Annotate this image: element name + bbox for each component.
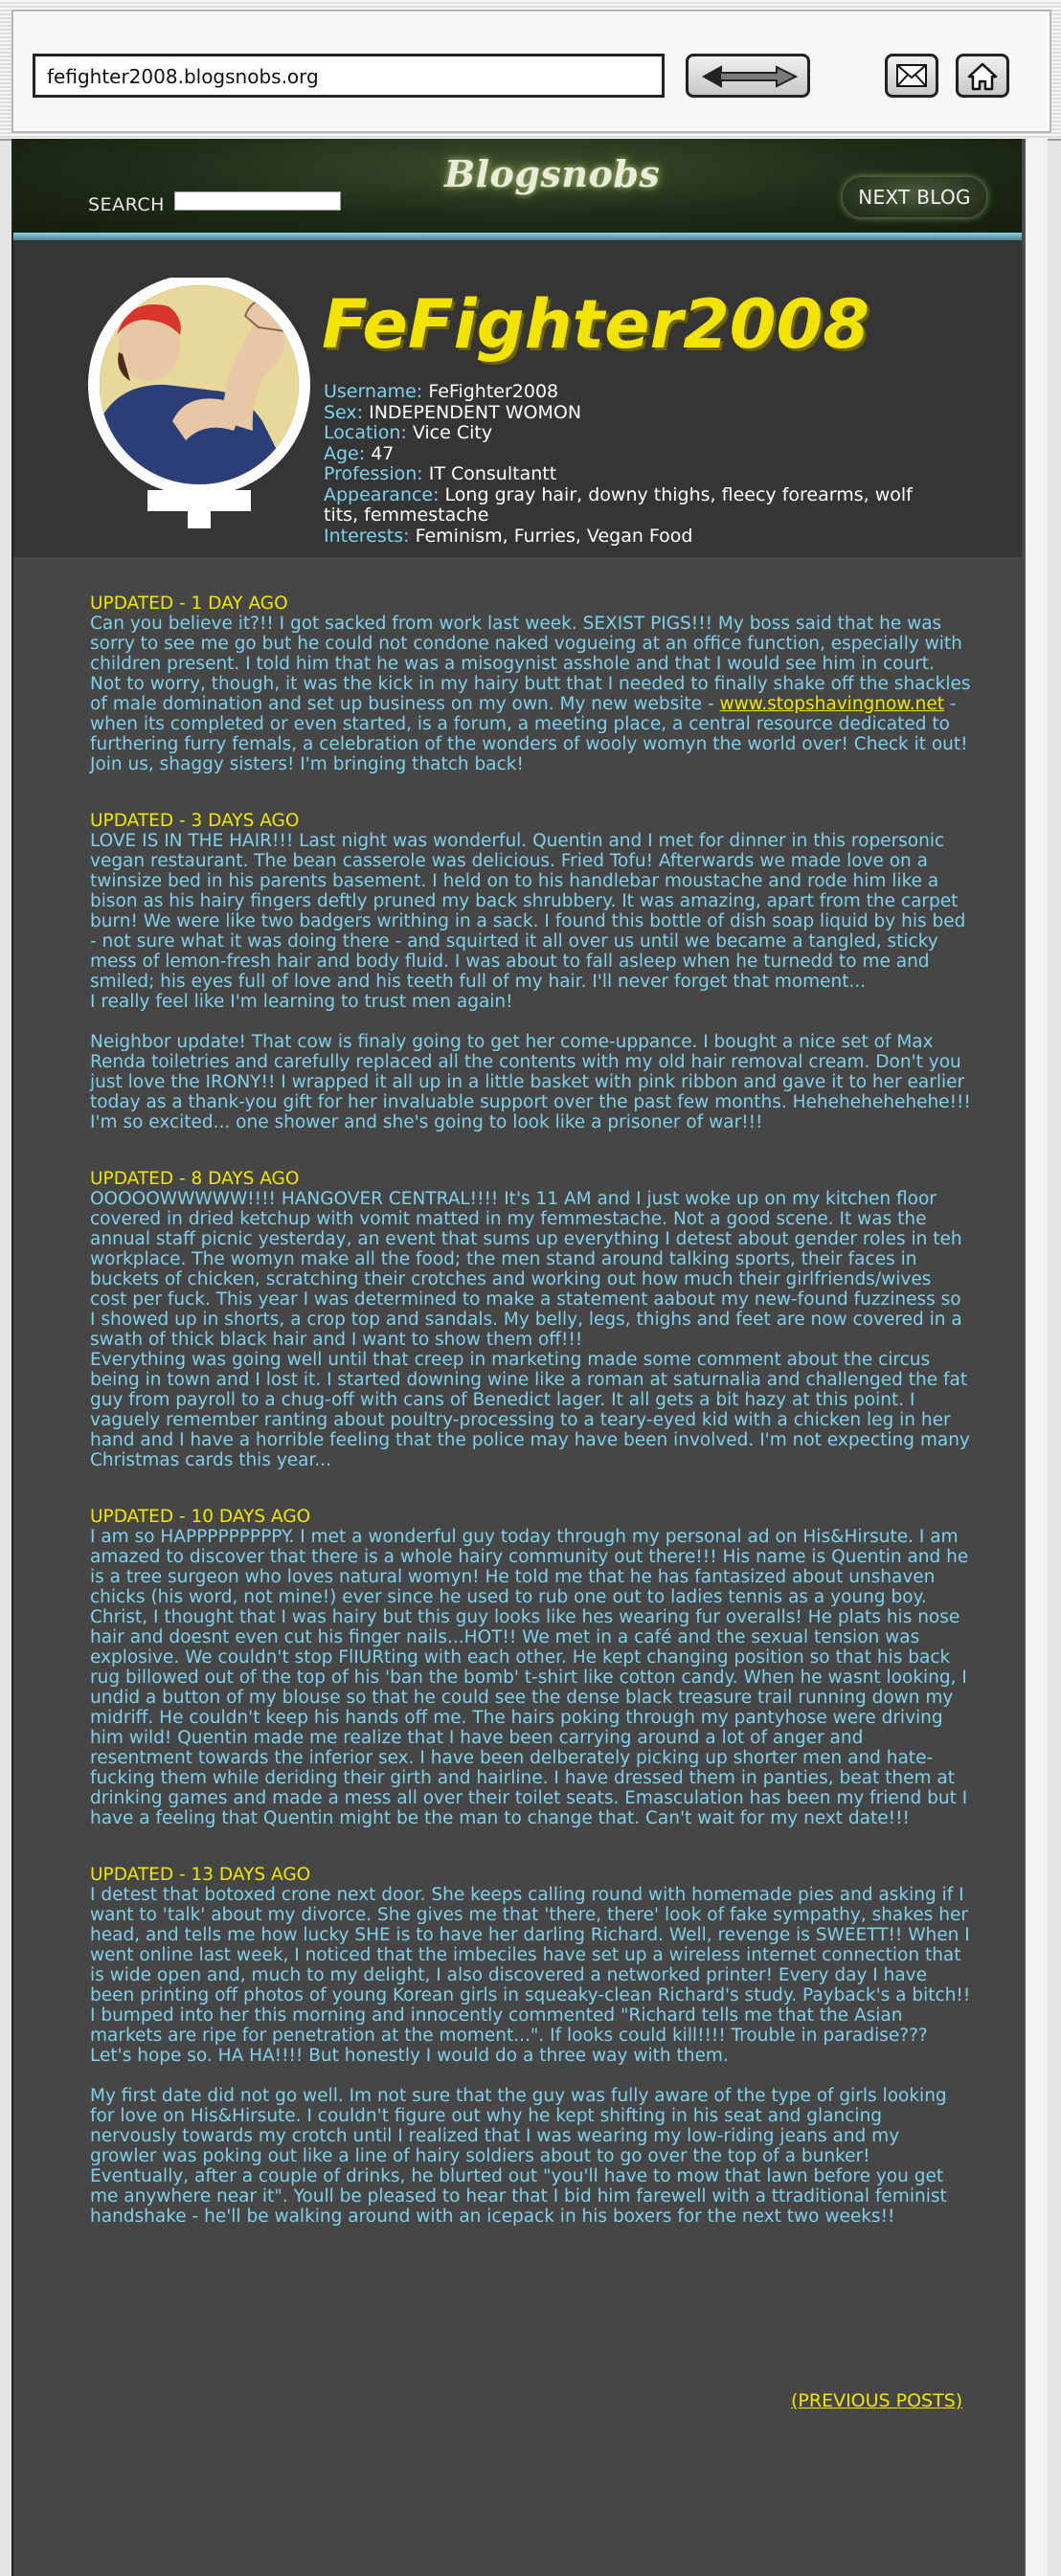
post-body: OOOOOWWWWW!!!! HANGOVER CENTRAL!!!! It's 11 AM and I just woke up on my kitchen floor covered in dried ketchup with vomit matted in my femmestache. Not a good scene. It was the annual staff picnic yesterday, an event that sums up everything I detest about gender roles in teh workplace. The womyn make all the food; the men stand around talking sports, their faces in buckets of chicken, scratching their crotches and working out how much their girlfriends/wives cost per fuck. This year I was determined to make a statement aabout my new-found fuzziness so I showed up in shorts, a crop top and sandals. My belly, legs, thighs and feet are now covered in a swath of thick black hair and I want to show them off!!! Everything was going well until that creep in marketing made some comment about the circus being in town and I lost it. I started downing wine like a roman at saturnalia and challenged the fat guy from payroll to a chug-off with cans of Benedict lager. It all gets a bit hazy at this point. I vaguely remember ranting about poultry-processing to a teary-eyed kid with a chicken leg in her hand and I have a horrible feeling that the police may have been involved. I'm not expecting many Christmas cards this year...: [90, 1189, 970, 1470]
back-forward-button[interactable]: [686, 54, 810, 98]
post-date: UPDATED - 3 DAYS AGO: [90, 811, 300, 831]
post-body: Can you believe it?!! I got sacked from work last week. SEXIST PIGS!!! My boss said that he was sorry to see me go but he could not condone naked vogueing at an office function, especially with children present. I told him that he was a misogynist asshole and that I would see him in court. Not to worry, though, it was the kick in my hairy butt that I needed to finally shake off the shackles of male domination and set up business on my own. My new website - www.stopshavingnow.net - when its completed or even started, is a forum, a meeting place, a central resource dedicated to furthering furry femals, a celebration of the wonders of wooly womyn the world over! Check it out! Join us, shaggy sisters! I'm bringing thatch back!: [90, 614, 971, 774]
post-body: My first date did not go well. Im not sure that the guy was fully aware of the type of girls looking for love on His&Hirsute. I couldn't figure out why he kept shifting in his seat and glancing nervously towards my crotch until I realized that I was wearing my low-riding jeans and my growler was poking out like a line of hairy soldiers about to go over the top of a bunker! Eventually, after a couple of drinks, he blurted out "you'll have to mow that lawn before you get me anywhere near it". Youll be pleased to hear that I bid him farewell with a ttraditional feminist handshake - he'll be walking around with an icepack in his boxers for the next two weeks!!: [90, 2086, 947, 2227]
post: [90, 594, 971, 774]
address-bar[interactable]: fefighter2008.blogsnobs.org: [33, 54, 665, 98]
profile-sex: Sex: INDEPENDENT WOMON: [324, 401, 582, 423]
post-body: Neighbor update! That cow is finaly going to get her come-uppance. I bought a nice set of Max Renda toiletries and carefully replaced all the contents with my old hair removal cream. Don't you just love the IRONY!! I wrapped it all up in a little basket with pink ribbon and gave it to her earlier today as a thank-you gift for her invaluable support over the past few months. Hehehehehehehe!!! I'm so excited... one shower and she's going to look like a prisoner of war!!!: [90, 1032, 971, 1132]
mail-button[interactable]: [885, 54, 938, 98]
profile-location: Location: Vice City: [324, 422, 493, 443]
profile-appearance: Appearance: Long gray hair, downy thighs, fleecy forearms, wolf tits, femmestache: [324, 483, 913, 526]
blog-title: FeFighter2008: [322, 285, 869, 364]
mail-icon: [896, 62, 927, 89]
search-label: SEARCH: [88, 194, 165, 215]
post-body: I detest that botoxed crone next door. She keeps calling round with homemade pies and asking if I want to 'talk' about my divorce. She gives me that 'there, there' look of fake sympathy, shakes her head, and tells me how lucky SHE is to have her darling Richard. Well, revenge is SWEETT!! When I went online last week, I noticed that the imbeciles have set up a wireless internet connection that is wide open and, much to my delight, I also discovered a networked printer! Every day I have been printing off photos of young Korean girls in squeaky-clean Richard's study. Payback's a bitch!! I bumped into her this morning and innocently commented "Richard tells me that the Asian markets are ripe for penetration at the moment...". If looks could kill!!!! Trouble in paradise??? Let's hope so. HA HA!!!! But honestly I would do a three way with them.: [90, 1885, 971, 2066]
back-forward-icon: [700, 64, 800, 89]
post-list: [90, 594, 971, 2263]
post-date: UPDATED - 8 DAYS AGO: [90, 1169, 300, 1189]
post: [90, 1865, 971, 2227]
post: [90, 811, 971, 1132]
navbar-divider: [13, 233, 1022, 240]
blog-navbar: [13, 139, 1022, 233]
profile-interests: Interests: Feminism, Furries, Vegan Food: [324, 525, 693, 547]
post-date: UPDATED - 1 DAY AGO: [90, 594, 288, 614]
home-button[interactable]: [956, 54, 1009, 98]
browser-chrome: [0, 0, 1061, 141]
post-body: I am so HAPPPPPPPPPY. I met a wonderful guy today through my personal ad on His&Hirsute. I am amazed to discover that there is a whole hairy community out there!!! His name is Quentin and he is a tree surgeon who loves natural womyn! He told me that he has fantasized about unshaven chicks (his word, not mine!) ever since he used to rub one out to ladies tennis as a young boy. Christ, I thought that I was hairy but this guy looks like hes wearing fur overalls! He plats his nose hair and doesnt even cut his finger nails...HOT!! We met in a café and the sexual tension was explosive. We couldn't stop FlIURting with each other. He kept changing position so that his back rug billowed out of the top of his 'ban the bomb' t-shirt like cotton candy. When he wasnt looking, I undid a button of my blouse so that he could see the dense black treasure trail running down my midriff. He couldn't keep his hands off me. The hairs poking through my pantyhose were driving him wild! Quentin made me realize that I have been carrying around a lot of anger and resentment towards the inferior sex. I have been delberately picking up shorter men and hate-fucking them while deriding their girth and hairline. I have dressed them in panties, beat them at drinking games and made a mess all over their toilet seats. Emasculation has been my friend but I have a feeling that Quentin might be the man to change that. Can't wait for my next date!!!: [90, 1527, 969, 1828]
brand-text: Blogsnobs: [444, 152, 661, 195]
post: [90, 1507, 971, 1828]
next-blog-button[interactable]: NEXT BLOG: [843, 177, 986, 217]
post-body: LOVE IS IN THE HAIR!!! Last night was wonderful. Quentin and I met for dinner in this ropersonic vegan restaurant. The bean casserole was delicious. Fried Tofu! Afterwards we made love on a twinsize bed in his parents basement. I held on to his handlebar moustache and rode him like a bison as his hairy fingers deftly pruned my back shrubbery. It was amazing, apart from the carpet burn! We were like two badgers writhing in a sack. I found this bottle of dish soap liquid by his bed - not sure what it was doing there - and squirted it all over us until we became a tangled, sticky mess of lemon-fresh hair and body fluid. I was about to fall asleep when he turnedd to me and smiled; his eyes full of love and his teeth full of my hair. I'll never forget that moment... I really feel like I'm learning to trust men again!: [90, 831, 966, 1012]
post: [90, 1169, 971, 1470]
brand-logo[interactable]: [444, 152, 661, 219]
previous-posts-link[interactable]: (PREVIOUS POSTS): [791, 2390, 963, 2411]
post-date: UPDATED - 13 DAYS AGO: [90, 1865, 311, 1885]
scrollbar-track[interactable]: [1024, 139, 1048, 2576]
website-link[interactable]: www.stopshavingnow.net: [719, 694, 945, 714]
profile-fields: [324, 382, 937, 547]
post-date: UPDATED - 10 DAYS AGO: [90, 1507, 311, 1527]
profile-username: Username: FeFighter2008: [324, 381, 559, 402]
profile-age: Age: 47: [324, 442, 395, 464]
profile-profession: Profession: IT Consultantt: [324, 463, 557, 484]
home-icon: [967, 62, 998, 91]
search-input[interactable]: [174, 191, 341, 211]
avatar: [80, 278, 318, 532]
